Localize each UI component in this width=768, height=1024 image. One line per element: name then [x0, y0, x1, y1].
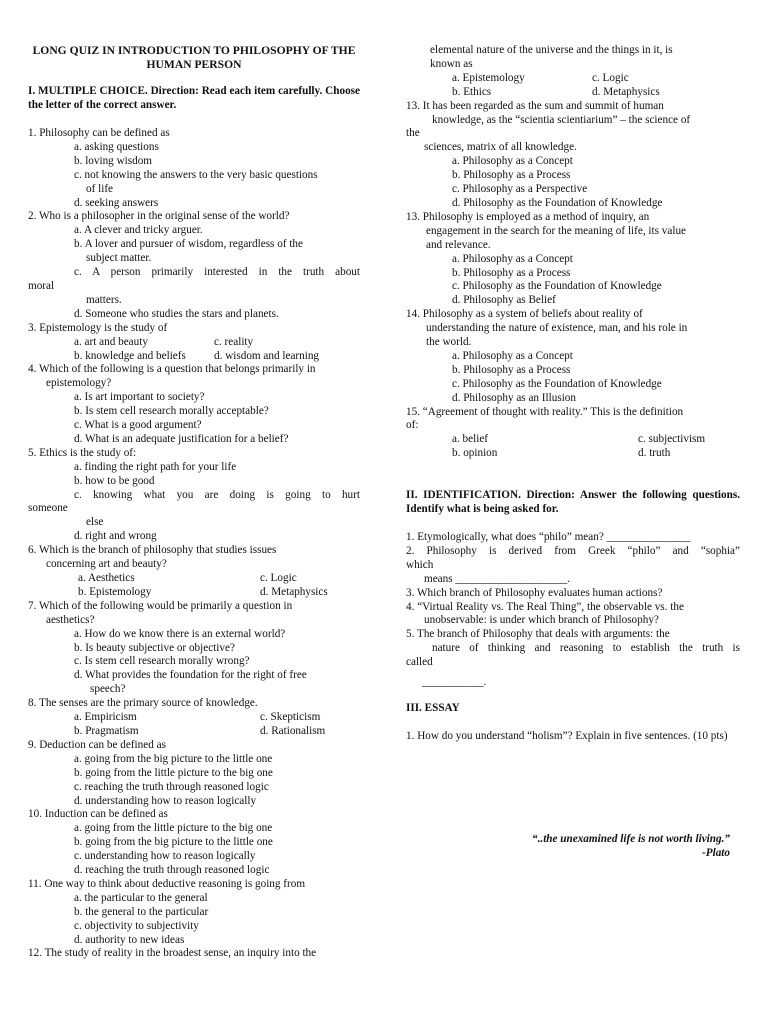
- option: c. knowing what you are doing is going to hurt: [74, 488, 360, 501]
- option: c. Skepticism: [260, 711, 321, 724]
- option: c. objectivity to subjectivity: [74, 919, 199, 932]
- identification-4: 4. “Virtual Reality vs. The Real Thing”, the observable vs. the: [406, 600, 684, 613]
- option: a. Philosophy as a Concept: [452, 155, 573, 168]
- option: b. going from the big picture to the little one: [74, 836, 273, 849]
- option: a. Philosophy as a Concept: [452, 252, 573, 265]
- identification-heading: II. IDENTIFICATION. Direction: Answer the following questions. Identify what is being asked for.: [406, 489, 740, 516]
- question-4: 4. Which of the following is a question that belongs primarily in: [28, 363, 316, 376]
- option: b. Is beauty subjective or objective?: [74, 641, 235, 654]
- question-15: 15. “Agreement of thought with reality.” This is the definition: [406, 405, 684, 418]
- question-11: 11. One way to think about deductive reasoning is going from: [28, 877, 306, 890]
- option: b. Ethics: [452, 85, 492, 98]
- option-continuation: of life: [86, 182, 114, 195]
- option: a. How do we know there is an external world?: [74, 627, 286, 640]
- option: b. knowledge and beliefs: [74, 349, 186, 362]
- option: b. loving wisdom: [74, 154, 153, 167]
- option: a. art and beauty: [74, 335, 148, 348]
- option: c. not knowing the answers to the very basic questions: [74, 168, 318, 181]
- option: d. authority to new ideas: [74, 933, 185, 946]
- option-continuation: matters.: [86, 293, 122, 306]
- options-grid: [452, 433, 740, 461]
- identification-4-continuation: unobservable: is under which branch of Philosophy?: [424, 614, 659, 627]
- option: c. subjectivism: [638, 433, 706, 446]
- option: c. understanding how to reason logically: [74, 850, 256, 863]
- quote-text: “..the unexamined life is not worth living.”: [532, 833, 730, 845]
- option: d. Philosophy as the Foundation of Knowledge: [452, 196, 663, 209]
- option: b. Epistemology: [78, 585, 152, 598]
- question-continuation: knowledge, as the “scientia scientiarium” – the science of: [432, 113, 691, 126]
- option: b. how to be good: [74, 474, 155, 487]
- identification-5-continuation: nature of thinking and reasoning to establish the truth is: [432, 642, 740, 655]
- option: a. Epistemology: [452, 71, 525, 84]
- question-13b: 13. Philosophy is employed as a method of inquiry, an: [406, 210, 650, 223]
- option: d. seeking answers: [74, 196, 159, 209]
- option: d. right and wrong: [74, 530, 157, 543]
- identification-1: 1. Etymologically, what does “philo” mean? _______________: [406, 531, 691, 543]
- option: b. opinion: [452, 447, 498, 460]
- option: b. Pragmatism: [74, 724, 139, 737]
- option: d. Metaphysics: [260, 585, 328, 598]
- option: a. the particular to the general: [74, 891, 208, 904]
- option: d. reaching the truth through reasoned logic: [74, 864, 270, 877]
- options-grid: [74, 711, 360, 739]
- option: b. Philosophy as a Process: [452, 266, 571, 279]
- option: a. Is art important to society?: [74, 391, 205, 404]
- option: d. Rationalism: [260, 724, 326, 737]
- option: b. going from the little picture to the big one: [74, 766, 273, 779]
- option: d. What provides the foundation for the right of free: [74, 669, 307, 682]
- mc-heading: I. MULTIPLE CHOICE. Direction: Read each item carefully. Choose the letter of the correct answer.: [28, 85, 360, 112]
- identification-2-continuation: which: [406, 558, 434, 571]
- option: b. A lover and pursuer of wisdom, regardless of the: [74, 238, 303, 251]
- question-5: 5. Ethics is the study of:: [28, 446, 137, 459]
- quote-author: -Plato: [702, 847, 730, 859]
- question-10: 10. Induction can be defined as: [28, 808, 168, 821]
- question-continuation: elemental nature of the universe and the things in it, is: [430, 44, 673, 56]
- essay-heading: III. ESSAY: [406, 701, 460, 714]
- essay-1: 1. How do you understand “holism”? Explain in five sentences. (10 pts): [406, 729, 728, 742]
- option-continuation: moral: [28, 279, 55, 292]
- option: c. Philosophy as the Foundation of Knowledge: [452, 280, 662, 293]
- option: b. Philosophy as a Process: [452, 363, 571, 376]
- option: a. going from the big picture to the little one: [74, 752, 273, 765]
- option: d. Metaphysics: [592, 85, 660, 98]
- question-2: 2. Who is a philosopher in the original sense of the world?: [28, 210, 290, 223]
- question-12: 12. The study of reality in the broadest sense, an inquiry into the: [28, 947, 317, 960]
- option: d. wisdom and learning: [214, 349, 320, 362]
- question-continuation: the: [406, 127, 420, 140]
- question-continuation: understanding the nature of existence, man, and his role in: [426, 322, 688, 335]
- question-continuation: engagement in the search for the meaning of life, its value: [426, 224, 687, 237]
- question-3: 3. Epistemology is the study of: [28, 321, 168, 334]
- option: c. Philosophy as a Perspective: [452, 183, 588, 196]
- option: c. Logic: [260, 572, 297, 584]
- question-8: 8. The senses are the primary source of knowledge.: [28, 697, 258, 710]
- option: d. truth: [638, 447, 671, 460]
- question-continuation: aesthetics?: [46, 613, 95, 626]
- option: b. the general to the particular: [74, 905, 209, 918]
- option: c. reality: [214, 335, 254, 348]
- question-continuation: sciences, matrix of all knowledge.: [424, 141, 577, 154]
- question-1: 1. Philosophy can be defined as: [28, 127, 170, 139]
- quote-block: [500, 832, 730, 860]
- options-grid: [78, 572, 360, 600]
- question-13: 13. It has been regarded as the sum and summit of human: [406, 99, 664, 112]
- options-grid: [74, 336, 360, 364]
- question-9: 9. Deduction can be defined as: [28, 738, 166, 751]
- option: a. finding the right path for your life: [74, 460, 237, 473]
- question-7: 7. Which of the following would be primarily a question in: [28, 599, 293, 612]
- option-continuation: else: [86, 516, 104, 529]
- option: c. Logic: [592, 71, 629, 84]
- option-continuation: speech?: [90, 683, 126, 696]
- question-continuation: the world.: [426, 336, 472, 349]
- options-grid: [452, 72, 740, 100]
- question-continuation: concerning art and beauty?: [46, 558, 167, 571]
- option: a. Empiricism: [74, 711, 137, 724]
- question-continuation: and relevance.: [426, 238, 491, 251]
- option: c. What is a good argument?: [74, 419, 202, 432]
- option: a. Philosophy as a Concept: [452, 349, 573, 362]
- identification-3: 3. Which branch of Philosophy evaluates human actions?: [406, 586, 663, 599]
- option: a. A clever and tricky arguer.: [74, 224, 203, 237]
- option: d. What is an adequate justification for a belief?: [74, 432, 289, 445]
- identification-2-continuation: means ____________________.: [424, 572, 571, 585]
- left-column: [28, 44, 360, 961]
- identification-2: 2. Philosophy is derived from Greek “philo” and “sophia”: [406, 544, 740, 557]
- identification-5-continuation: called: [406, 656, 433, 669]
- option: a. asking questions: [74, 140, 159, 153]
- option: d. understanding how to reason logically: [74, 794, 257, 807]
- quiz-title: LONG QUIZ IN INTRODUCTION TO PHILOSOPHY OF THE HUMAN PERSON: [32, 44, 356, 71]
- question-14: 14. Philosophy as a system of beliefs about reality of: [406, 308, 643, 321]
- identification-5: 5. The branch of Philosophy that deals with arguments: the: [406, 628, 670, 641]
- option: b. Philosophy as a Process: [452, 169, 571, 182]
- question-continuation: epistemology?: [46, 377, 112, 390]
- option: c. Is stem cell research morally wrong?: [74, 655, 250, 668]
- option: d. Philosophy as an Illusion: [452, 391, 576, 404]
- option: d. Someone who studies the stars and planets.: [74, 307, 279, 320]
- question-continuation: known as: [430, 57, 473, 70]
- identification-5-blank: ___________.: [422, 676, 487, 689]
- option: d. Philosophy as Belief: [452, 294, 556, 307]
- option-continuation: subject matter.: [86, 252, 152, 265]
- option: b. Is stem cell research morally acceptable?: [74, 405, 269, 418]
- option: c. A person primarily interested in the truth about: [74, 266, 360, 279]
- option: a. going from the little picture to the big one: [74, 822, 273, 835]
- option-continuation: someone: [28, 502, 68, 515]
- question-continuation: of:: [406, 419, 419, 432]
- question-6: 6. Which is the branch of philosophy that studies issues: [28, 544, 277, 557]
- right-column: [406, 44, 740, 744]
- option: c. Philosophy as the Foundation of Knowledge: [452, 377, 662, 390]
- option: a. Aesthetics: [78, 572, 135, 584]
- option: a. belief: [452, 433, 489, 446]
- option: c. reaching the truth through reasoned logic: [74, 780, 269, 793]
